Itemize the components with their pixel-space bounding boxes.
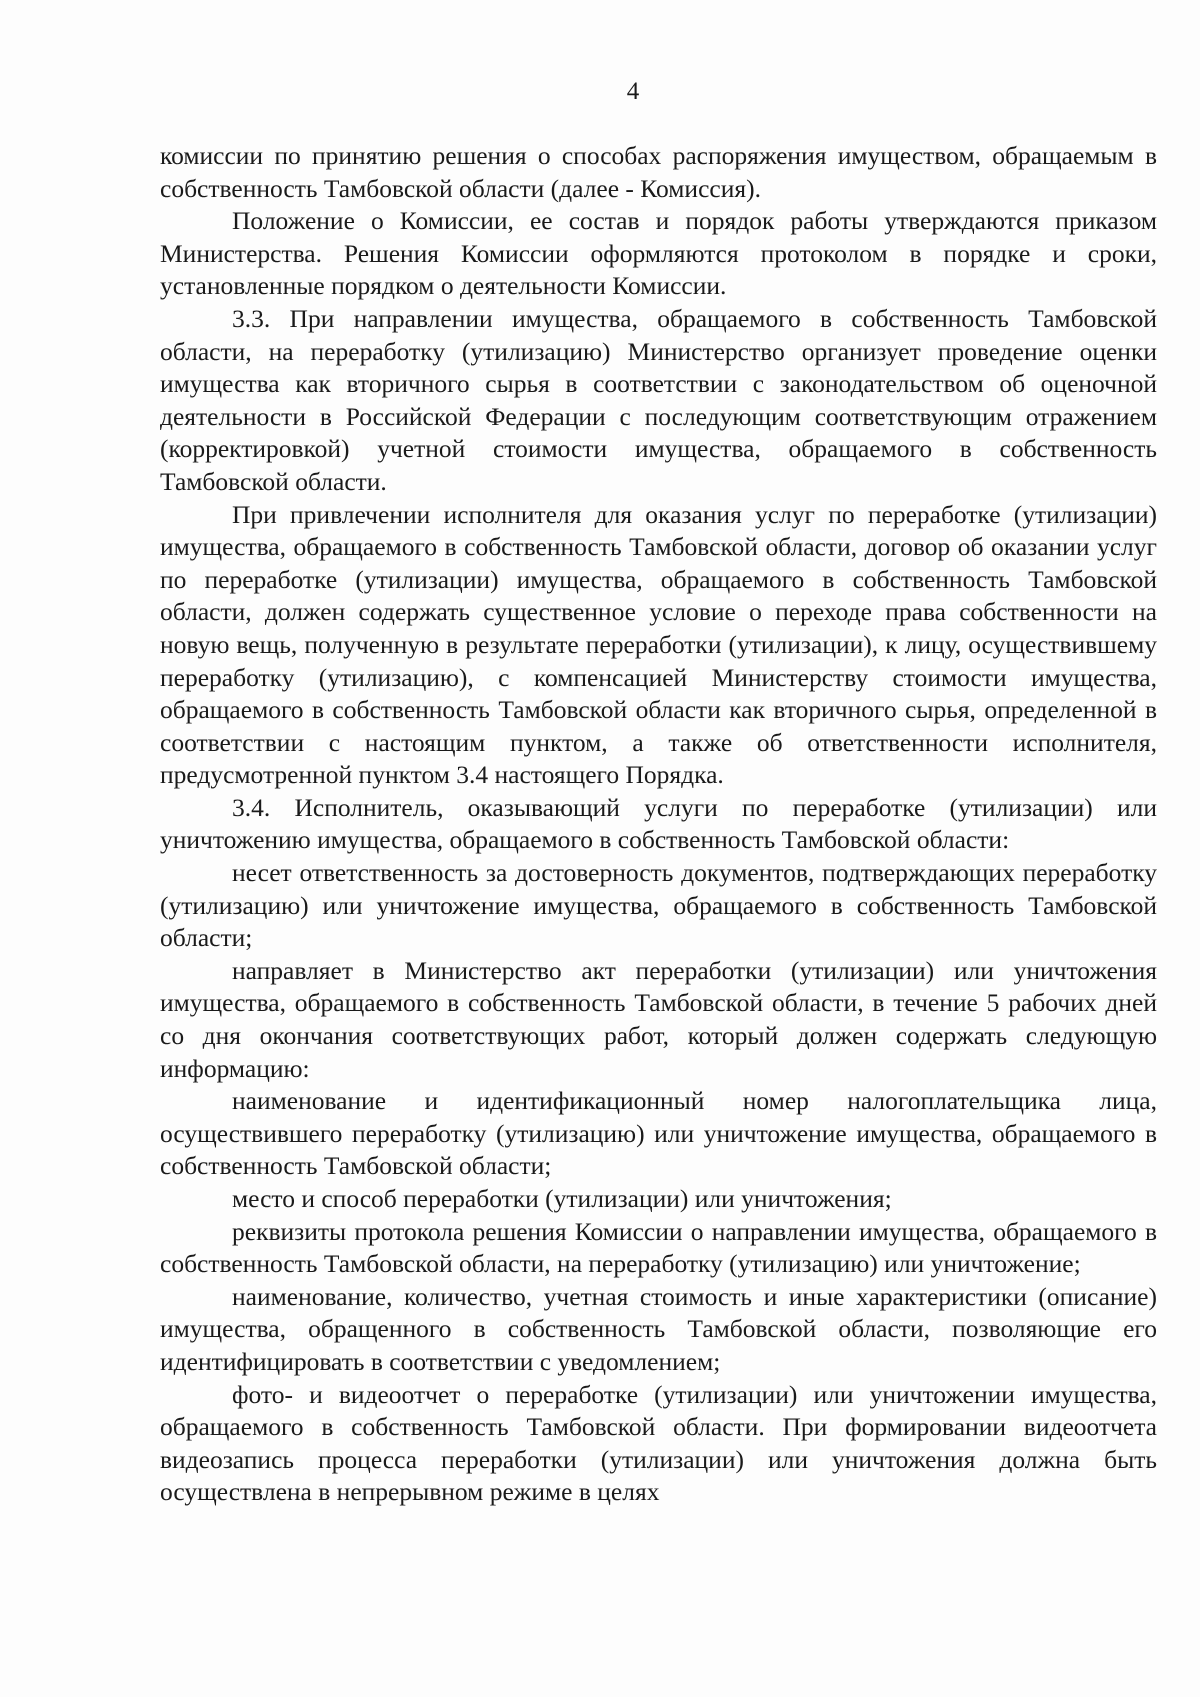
paragraph-protocol-details: реквизиты протокола решения Комиссии о направлении имущества, обращаемого в собственность Тамбовской области, на переработку (утилизацию) или уничтожение; — [160, 1216, 1157, 1279]
paragraph-3-4: 3.4. Исполнитель, оказывающий услуги по переработке (утилизации) или уничтожению имущества, обращаемого в собственность Тамбовской области: — [160, 792, 1157, 855]
paragraph-property-description: наименование, количество, учетная стоимость и иные характеристики (описание) имущества, обращенного в собственность Тамбовской области, позволяющие его идентифицировать в соответствии с уведомлением; — [160, 1281, 1157, 1376]
paragraph-3-3: 3.3. При направлении имущества, обращаемого в собственность Тамбовской области, на переработку (утилизацию) Министерство организует проведение оценки имущества как вторичного сырья в соответствии с законодательством об оценочной деятельности в Российской Федерации с последующим соответствующим отражением (корректировкой) учетной стоимости имущества, обращаемого в собственность Тамбовской области. — [160, 303, 1157, 496]
paragraph-name-inn: наименование и идентификационный номер налогоплательщика лица, осуществившего переработку (утилизацию) или уничтожение имущества, обращаемого в собственность Тамбовской области; — [160, 1086, 1157, 1181]
paragraph-act-submission: направляет в Министерство акт переработки (утилизации) или уничтожения имущества, обращаемого в собственность Тамбовской области, в течение 5 рабочих дней со дня окончания соответствующих работ, который должен содержать следующую информацию: — [160, 955, 1157, 1083]
document-body — [160, 140, 1157, 1509]
paragraph-responsibility: несет ответственность за достоверность документов, подтверждающих переработку (утилизацию) или уничтожение имущества, обращаемого в собственность Тамбовской области; — [160, 858, 1157, 953]
paragraph-commission-regulation: Положение о Комиссии, ее состав и порядок работы утверждаются приказом Министерства. Решения Комиссии оформляются протоколом в порядке и сроки, установленные порядком о деятельности Комиссии. — [160, 206, 1157, 301]
paragraph-photo-video-report: фото- и видеоотчет о переработке (утилизации) или уничтожении имущества, обращаемого в собственность Тамбовской области. При формировании видеоотчета видеозапись процесса переработки (утилизации) или уничтожения должна быть осуществлена в непрерывном режиме в целях — [160, 1379, 1157, 1507]
paragraph-place-method: место и способ переработки (утилизации) или уничтожения; — [232, 1184, 892, 1213]
page-number: 4 — [626, 78, 640, 105]
paragraph-contractor-involvement: При привлечении исполнителя для оказания услуг по переработке (утилизации) имущества, обращаемого в собственность Тамбовской области, договор об оказании услуг по переработке (утилизации) имущества, обращаемого в собственность Тамбовской области, должен содержать существенное условие о переходе права собственности на новую вещь, полученную в результате переработки (утилизации), к лицу, осуществившему переработку (утилизацию), с компенсацией Министерству стоимости имущества, обращаемого в собственность Тамбовской области как вторичного сырья, определенной в соответствии с настоящим пунктом, а также об ответственности исполнителя, предусмотренной пунктом 3.4 настоящего Порядка. — [160, 499, 1157, 790]
paragraph-commission-continuation: комиссии по принятию решения о способах распоряжения имуществом, обращаемым в собственность Тамбовской области (далее - Комиссия). — [160, 141, 1157, 203]
